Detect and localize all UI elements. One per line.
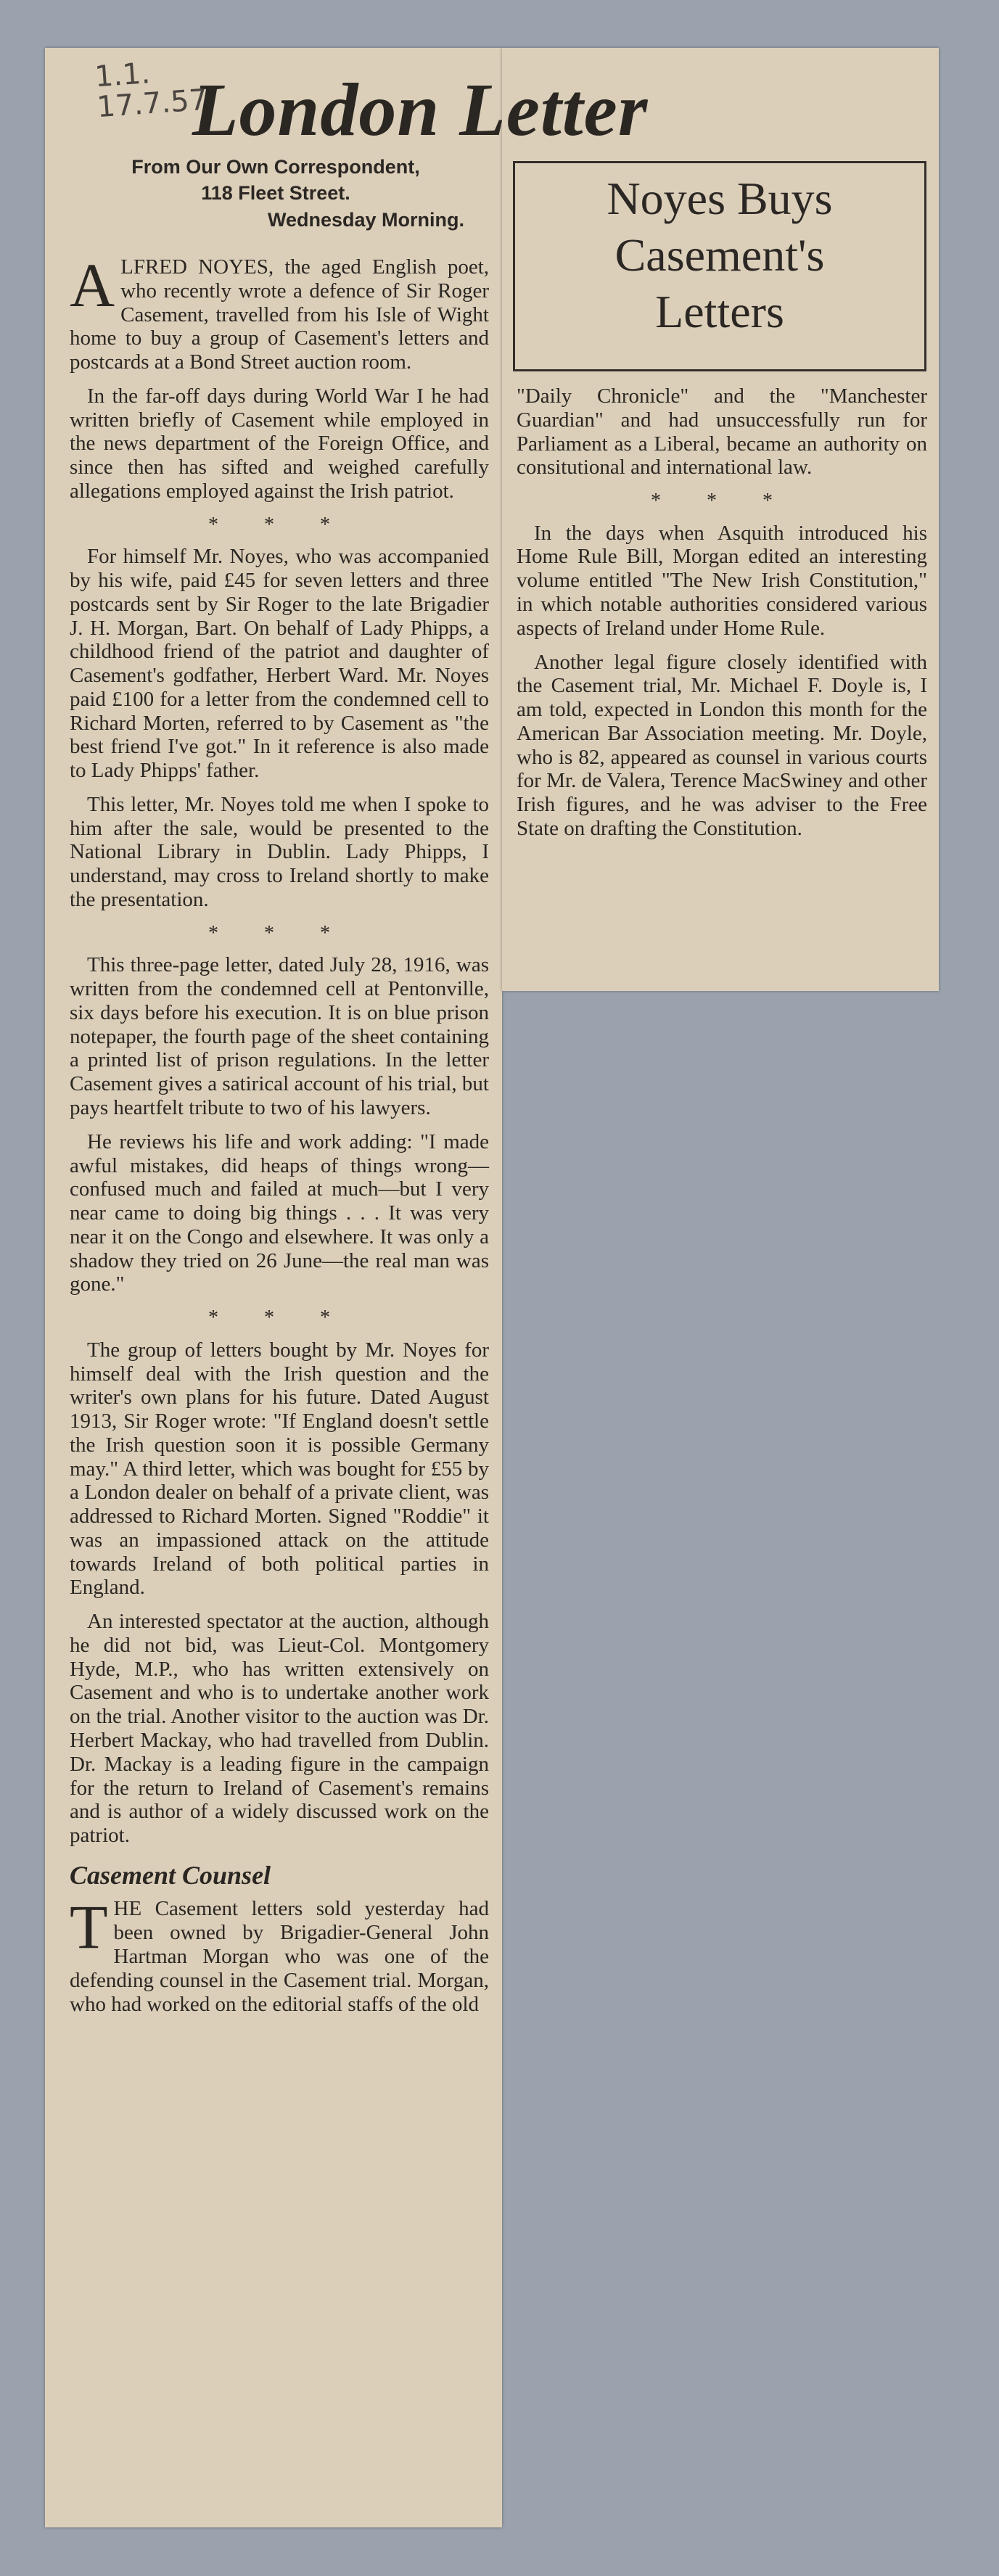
paragraph: He reviews his life and work adding: "I made awful mistakes, did heaps of things wrong—confused much and failed at much—but I very near came to doing big things . . . It was very near it on the Congo and elsewhere. It was only a shadow they tried on 26 June—the real man was gone." [70, 1129, 489, 1296]
section-divider: * * * [651, 490, 793, 513]
paragraph: In the far-off days during World War I he had written briefly of Casement while employed in the news department of the Foreign Office, and since then has sifted and weighed carefully allegations employed against the Irish patriot. [70, 384, 489, 503]
paragraph: THE Casement letters sold yesterday had been owned by Brigadier-General John Hartman Morgan who was one of the defending counsel in the Casement trial. Morgan, who had worked on the editorial staffs of the old [70, 1892, 489, 2016]
headline-line-2: Casement's [614, 229, 825, 281]
drop-cap: T [70, 1892, 108, 1962]
paragraph: The group of letters bought by Mr. Noyes for himself deal with the Irish question and the writer's own plans for his future. Dated August 1913, Sir Roger wrote: "If England doesn't settle the Irish question soon it is possible Germany may." A third letter, which was bought for £55 by a London dealer on behalf of a private client, was addressed to Richard Morten. Signed "Roddie" it was an impassioned attack on the attitude towards Ireland of both political parties in England. [70, 1338, 489, 1600]
paragraph: Another legal figure closely identified with the Casement trial, Mr. Michael F. Doyle is, I am told, expected in London this month for the American Bar Association meeting. Mr. Doyle, who is 82, appeared as counsel in various courts for Mr. de Valera, Terence MacSwiney and other Irish figures, and he was adviser to the Free State on drafting the Constitution. [517, 650, 927, 840]
paragraph: ALFRED NOYES, the aged English poet, who recently wrote a defence of Sir Roger Casement, travelled from his Isle of Wight home to buy a group of Casement's letters and postcards at a Bond Street auction room. [70, 250, 489, 374]
handwritten-date: 1.1. 17.7.57 [94, 57, 209, 125]
byline-address: 118 Fleet Street. [201, 182, 350, 205]
paragraph: "Daily Chronicle" and the "Manchester Guardian" and had unsuccessfully run for Parliament as a Liberal, became an authority on consitutional and international law. [517, 384, 927, 480]
section-divider: * * * [208, 1306, 350, 1330]
headline-line-3: Letters [655, 286, 784, 338]
section-divider: * * * [208, 513, 350, 536]
article-left-column [70, 250, 489, 2026]
subheading: Casement Counsel [70, 1860, 271, 1890]
headline-line-1: Noyes Buys [607, 173, 833, 224]
byline [73, 154, 479, 233]
byline-correspondent: From Our Own Correspondent, [131, 156, 420, 178]
masthead-title: London Letter [192, 68, 649, 152]
paragraph: In the days when Asquith introduced his Home Rule Bill, Morgan edited an interesting volume entitled "The New Irish Constitution," in which notable authorities considered various aspects of Ireland under Home Rule. [517, 521, 927, 640]
drop-cap: A [70, 250, 115, 320]
paragraph: This letter, Mr. Noyes told me when I spoke to him after the sale, would be presented to the National Library in Dublin. Lady Phipps, I understand, may cross to Ireland shortly to make the presentation. [70, 792, 489, 911]
byline-day: Wednesday Morning. [267, 208, 464, 231]
paragraph: For himself Mr. Noyes, who was accompanied by his wife, paid £45 for seven letters and three postcards sent by Sir Roger to the late Brigadier J. H. Morgan, Bart. On behalf of Lady Phipps, a childhood friend of the patriot and daughter of Casement's godfather, Herbert Ward. Mr. Noyes paid £100 for a letter from the condemned cell to Richard Morten, referred to by Casement as "the best friend I've got." In it reference is also made to Lady Phipps' father. [70, 545, 489, 783]
paragraph: This three-page letter, dated July 28, 1916, was written from the condemned cell at Pentonville, six days before his execution. It is on blue prison notepaper, the fourth page of the sheet containing a printed list of prison regulations. In the letter Casement gives a satirical account of his trial, but pays heartfelt tribute to two of his lawyers. [70, 953, 489, 1119]
section-divider: * * * [208, 921, 350, 945]
article-right-column [517, 384, 927, 851]
paragraph: An interested spectator at the auction, although he did not bid, was Lieut-Col. Montgomery Hyde, M.P., who has written extensively on Casement and who is to undertake another work on the trial. Another visitor to the auction was Dr. Herbert Mackay, who had travelled from Dublin. Dr. Mackay is a leading figure in the campaign for the return to Ireland of Casement's remains and is author of a widely discussed work on the patriot. [70, 1610, 489, 1848]
headline-box [513, 161, 926, 371]
